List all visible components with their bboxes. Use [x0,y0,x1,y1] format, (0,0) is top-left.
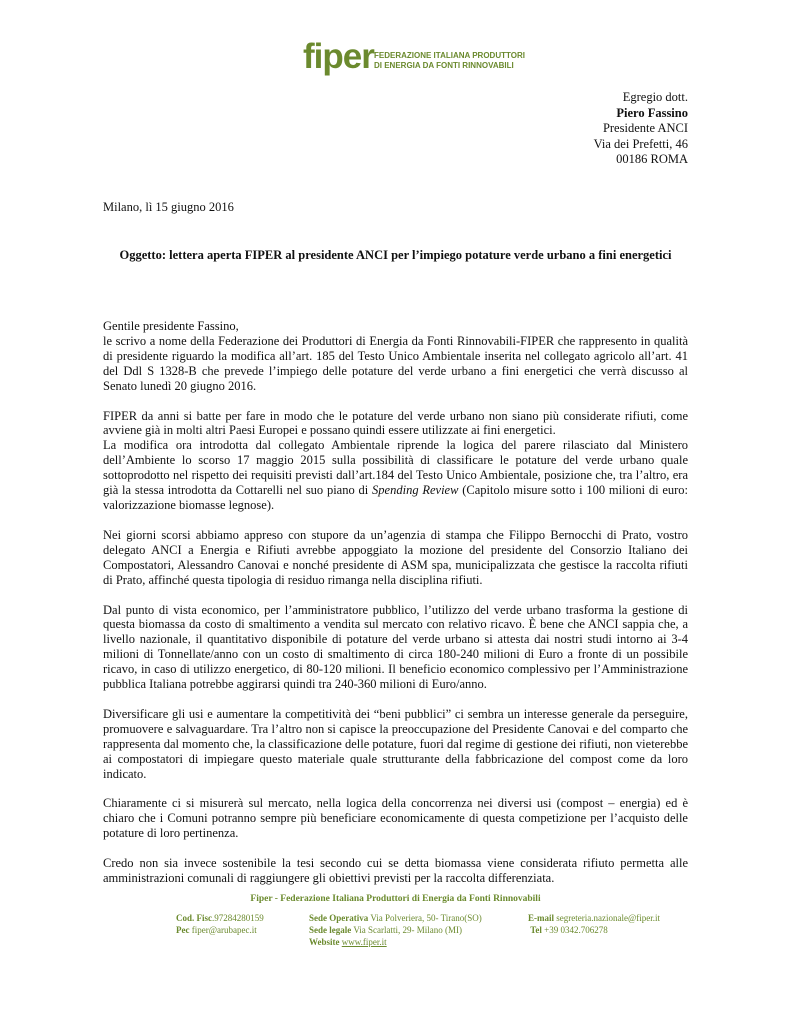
tel-label: Tel [530,925,542,935]
letter-subject: Oggetto: lettera aperta FIPER al presidente ANCI per l’impiego potature verde urbano a fini energetici [119,248,672,262]
paragraph-5: Dal punto di vista economico, per l’amministratore pubblico, l’utilizzo del verde urbano trasforma la gestione di questa biomassa da costo di smaltimento a vendita sul mercato con relativo ricavo. È bene che ANCI sappia che, a livello nazionale, il quantitativo disponibile di potature del verde urbano si attesta dai nostri studi intorno ai 3-4 milioni di Tonnellate/anno con un costo di smaltimento di circa 180-240 milioni di Euro a fronte di un possibile ricavo, in caso di utilizzo energetico, di 80-120 milioni. Il beneficio economico complessivo per l’Amministrazione pubblica Italiana potrebbe aggirarsi quindi tra 240-360 milioni di Euro/anno. [103,602,688,692]
recipient-street: Via dei Prefetti, 46 [593,136,688,151]
paragraph-2: FIPER da anni si batte per fare in modo che le potature del verde urbano non siano più considerate rifiuti, come avviene già in molti altri Paesi Europei e possano quindi essere utilizzate ai fini energetici. [103,408,688,438]
letter-body [103,319,688,901]
recipient-city: 00186 ROMA [616,152,688,166]
paragraph-3-text: La modifica ora introdotta dal collegato Ambientale riprende la logica del parere rilasciato dal Ministero dell’Ambiente lo scorso 17 maggio 2015 sulla possibilità di classificare le potature del verde urbano quale sottoprodotto nel rispetto dei requisiti previsti dall’art.184 del Testo Unico Ambientale, posizione che, tra l’altro, era già la stessa introdotta da Cottarelli nel suo piano di [103,438,688,498]
email-value: segreteria.nazionale@fiper.it [556,913,660,923]
logo-tagline-line2: DI ENERGIA DA FONTI RINNOVABILI [374,61,514,70]
greeting: Gentile presidente Fassino, [103,319,239,333]
codfisc-value: .97284280159 [212,913,264,923]
letter-date: Milano, lì 15 giugno 2016 [103,200,234,214]
recipient-address [594,90,688,168]
footer-column-addresses [309,912,482,948]
paragraph-1: le scrivo a nome della Federazione dei Produttori di Energia da Fonti Rinnovabili-FIPER che rappresento in qualità di presidente riguardo la modifica all’art. 185 del Testo Unico Ambientale inserita nel collegato agricolo all’art. 41 del Ddl S 1328-B che prevede l’impiego delle potature del verde urbano a fini energetici che verrà discusso al Senato lunedì 20 giugno 2016. [103,333,688,393]
recipient-name: Piero Fassino [616,105,688,120]
paragraph-3-tail: (Capitolo misure sotto i 100 milioni di euro: valorizzazione biomasse legnose). [103,483,689,512]
logo-tagline-line1: FEDERAZIONE ITALIANA PRODUTTORI [374,51,525,60]
paragraph-3-italic: Spending Review [372,483,459,498]
recipient-salutation: Egregio dott. [622,90,688,104]
pec-label: Pec [176,925,190,935]
pec-value: fiper@arubapec.it [191,925,257,935]
paragraph-7: Chiaramente ci si misurerà sul mercato, nella logica della concorrenza nei diversi usi (compost – energia) ed è chiaro che i Comuni potranno sempre più beneficiare economicamente di questa competizione per l’acquisto delle potature di loro pertinenza. [103,796,688,841]
email-label: E-mail [528,913,554,923]
sede-legale-label: Sede legale [309,925,352,935]
recipient-role: Presidente ANCI [602,121,688,135]
website-label: Website [309,937,340,947]
sede-operativa-value: Via Polveriera, 50- Tirano(SO) [370,913,482,923]
paragraph-8: Credo non sia invece sostenibile la tesi secondo cui se detta biomassa viene considerata rifiuto permetta alle amministrazioni comunali di raggiungere gli obiettivi previsti per la raccolta differenziata. [103,856,688,886]
logo-wordmark: fiper [303,37,374,76]
paragraph-3 [103,438,688,513]
sede-operativa-label: Sede Operativa [309,913,369,923]
codfisc-label: Cod. Fisc [176,913,212,923]
logo-tagline [374,51,525,71]
paragraph-6: Diversificare gli usi e aumentare la competitività dei “beni pubblici” ci sembra un interesse generale da perseguire, promuovere e salvaguardare. Tra l’altro non si capisce la preoccupazione del Presidente Canovai e del comparto che rappresenta dal momento che, la classificazione delle potature, fuori dal regime di gestione dei rifiuti, non vieterebbe ai compostatori di impiegare questo materiale quale strutturante della fabbricazione del compost come da loro indicato. [103,706,688,781]
footer-title: Fiper - Federazione Italiana Produttori di Energia da Fonti Rinnovabili [250,894,541,904]
website-link[interactable]: www.fiper.it [341,937,387,947]
tel-value: +39 0342.706278 [544,925,608,935]
footer-column-contacts [528,912,660,936]
sede-legale-value: Via Scarlatti, 29- Milano (MI) [353,925,463,935]
footer-column-ids [176,912,264,936]
paragraph-4: Nei giorni scorsi abbiamo appreso con stupore da un’agenzia di stampa che Filippo Bernocchi di Prato, vostro delegato ANCI a Energia e Rifiuti avrebbe appoggiato la mozione del presidente del Consorzio Italiano dei Compostatori, Alessandro Canovai e nonché presidente di ASM spa, municipalizzata che gestisce la raccolta rifiuti di Prato, affinché questa tipologia di residuo rimanga nella disciplina rifiuti. [103,527,688,587]
